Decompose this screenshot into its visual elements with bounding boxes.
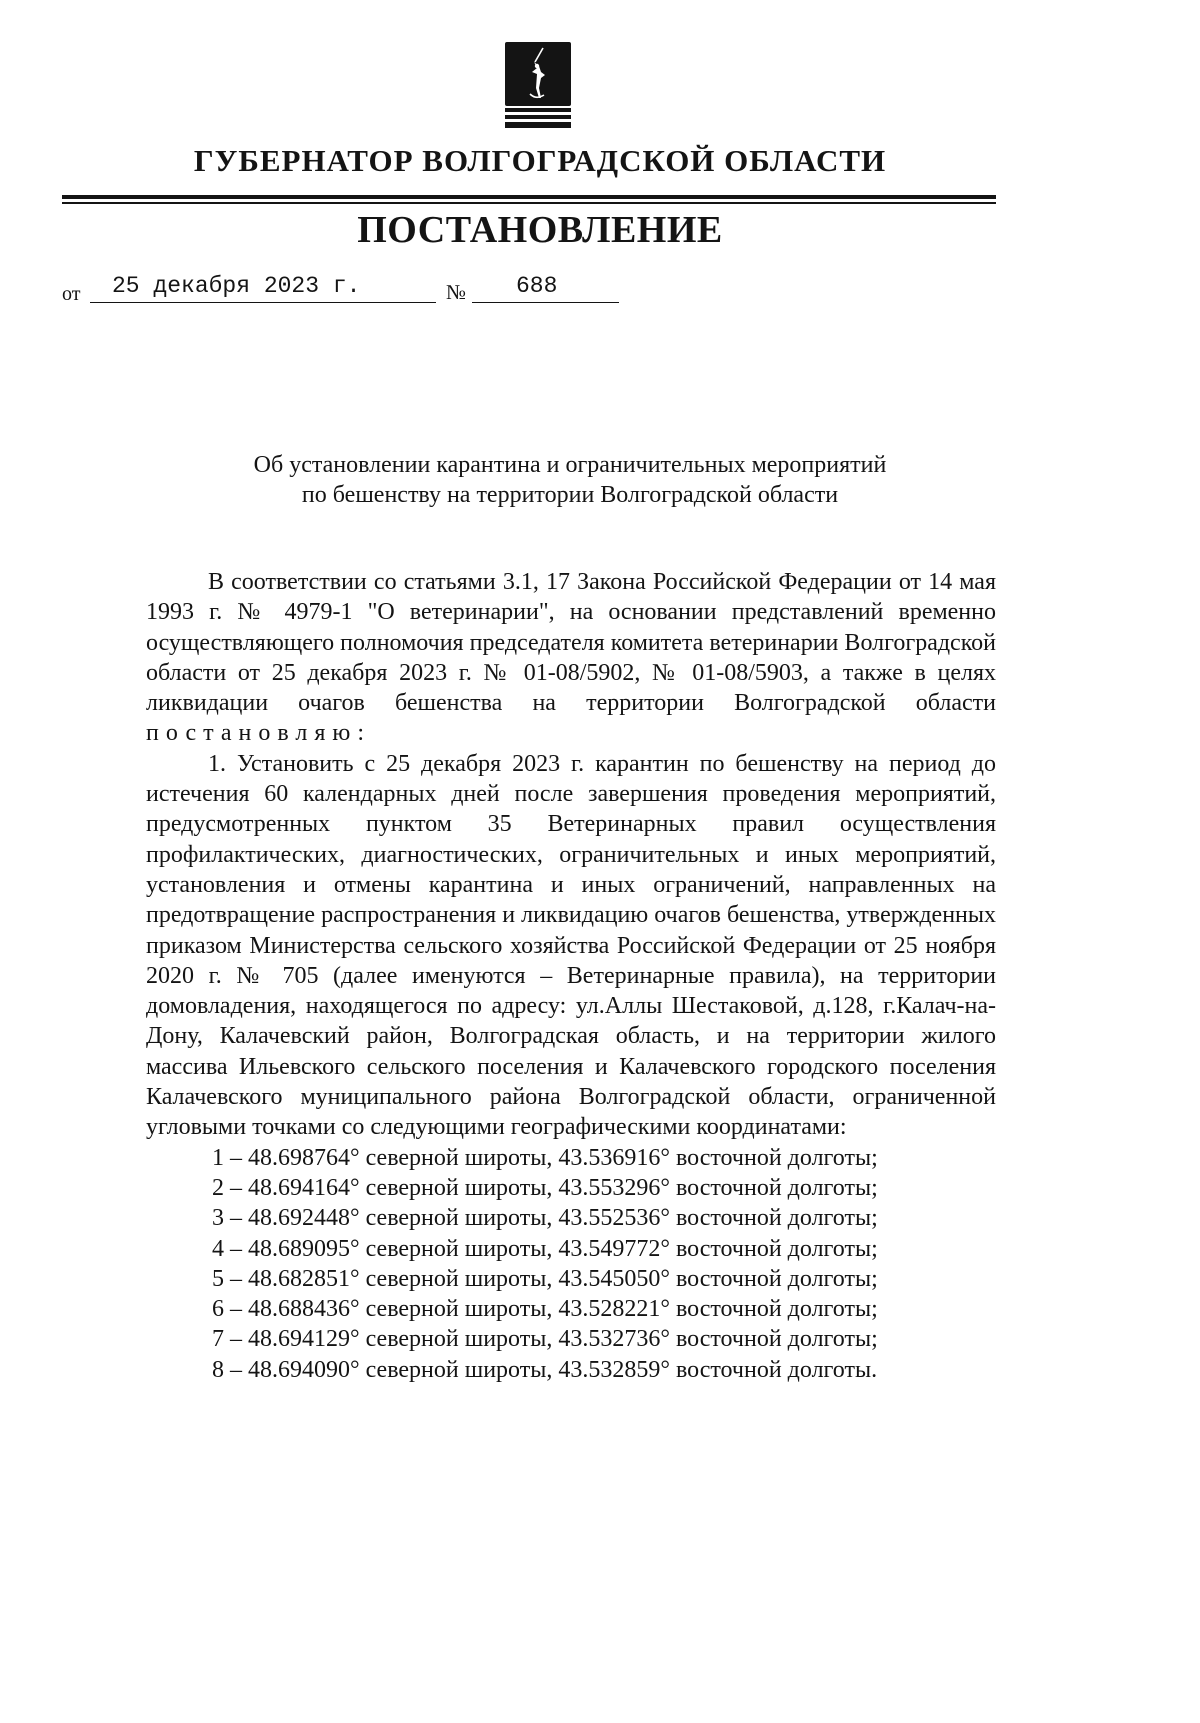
subject-line-1: Об установлении карантина и ограничительных мероприятий: [253, 452, 887, 478]
coordinate-item: 1 – 48.698764° северной широты, 43.536916° восточной долготы;: [212, 1144, 878, 1171]
number-label: №: [446, 280, 467, 304]
volgograd-region-emblem-icon: [503, 42, 573, 132]
subject-line-2: по бешенству на территории Волгоградской области: [301, 482, 839, 508]
header-divider-thin: [62, 202, 996, 204]
document-type-title: ПОСТАНОВЛЕНИЕ: [357, 209, 723, 251]
decree-word: постановляю:: [146, 720, 371, 747]
coordinate-item: 5 – 48.682851° северной широты, 43.545050° восточной долготы;: [212, 1265, 878, 1292]
item-1-paragraph: 1. Установить с 25 декабря 2023 г. карантин по бешенству на период до истечения 60 календарных дней после завершения проведения мероприятий, предусмотренных пунктом 35 Ветеринарных правил осуществления профилактических, диагностических, ограничительных и иных мероприятий, установления и отмены карантина и иных ограничений, направленных на предотвращение распространения и ликвидацию очагов бешенства, утвержденных приказом Министерства сельского хозяйства Российской Федерации от 25 ноября 2020 г. № 705 (далее именуются – Ветеринарные правила), на территории домовладения, находящегося по адресу: ул.Аллы Шестаковой, д.128, г.Калач-на-Дону, Калачевский район, Волгоградская область, и на территории жилого массива Ильевского сельского поселения и Калачевского городского поселения Калачевского муниципального района Волгоградской области, ограниченной угловыми точками со следующими географическими координатами:: [146, 750, 996, 1141]
number-field: [472, 270, 619, 303]
date-value: 25 декабря 2023 г.: [112, 273, 361, 299]
date-field: [90, 270, 436, 303]
preamble-paragraph: [146, 567, 996, 749]
coordinate-item: 6 – 48.688436° северной широты, 43.528221° восточной долготы;: [212, 1296, 878, 1323]
date-label: от: [62, 283, 81, 305]
header-divider-thick: [62, 195, 996, 199]
coordinate-item: 7 – 48.694129° северной широты, 43.532736° восточной долготы;: [212, 1326, 878, 1353]
document-subject: [0, 450, 1140, 510]
number-value: 688: [516, 273, 558, 299]
coordinate-item: 8 – 48.694090° северной широты, 43.532859° восточной долготы.: [212, 1356, 878, 1383]
document-body: [146, 567, 996, 1385]
preamble-text: В соответствии со статьями 3.1, 17 Закона Российской Федерации от 14 мая 1993 г. № 4979-1 "О ветеринарии", на основании представлений временно осуществляющего полномочия председателя комитета ветеринарии Волгоградской области от 25 декабря 2023 г. № 01-08/5902, № 01-08/5903, а также в целях ликвидации очагов бешенства на территории Волгоградской области: [146, 569, 996, 717]
coordinate-item: 4 – 48.689095° северной широты, 43.549772° восточной долготы;: [212, 1235, 878, 1262]
issuing-authority: ГУБЕРНАТОР ВОЛГОГРАДСКОЙ ОБЛАСТИ: [193, 143, 887, 178]
coordinate-item: 2 – 48.694164° северной широты, 43.553296° восточной долготы;: [212, 1174, 878, 1201]
coordinates-list: [146, 1143, 996, 1385]
coordinate-item: 3 – 48.692448° северной широты, 43.552536° восточной долготы;: [212, 1205, 878, 1232]
